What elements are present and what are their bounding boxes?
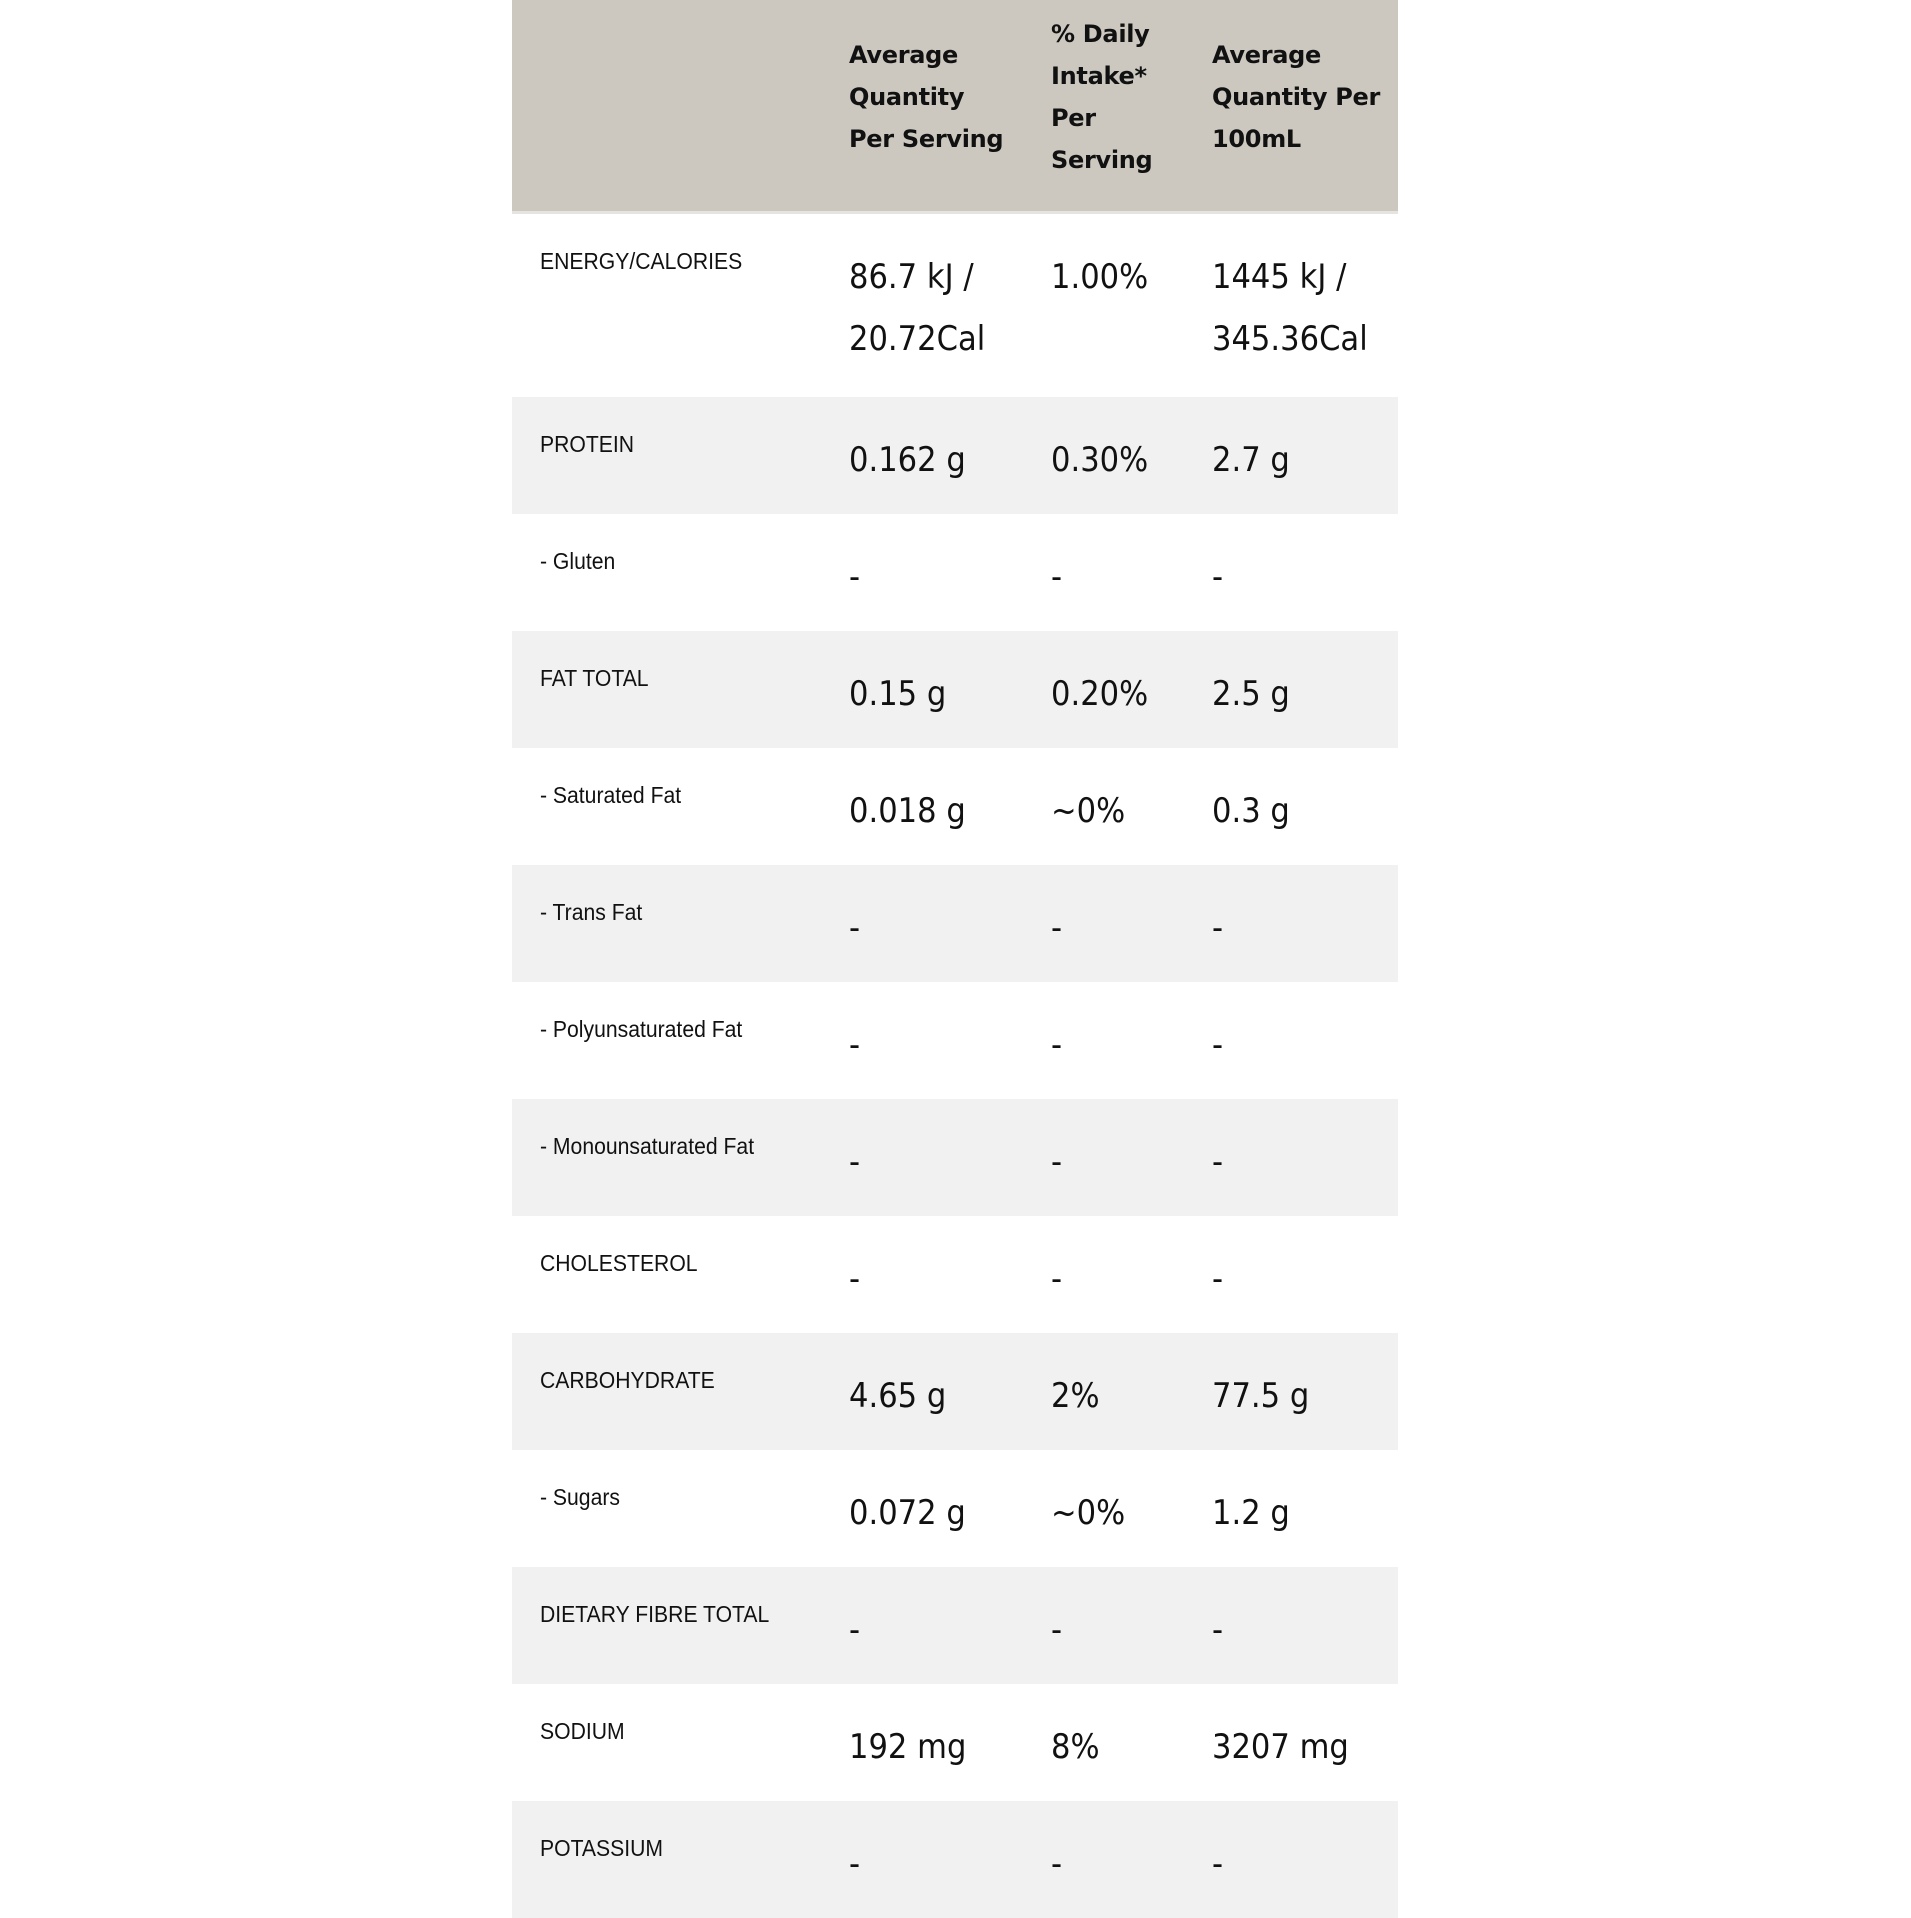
per-100ml-value: 77.5 g bbox=[1212, 1376, 1310, 1416]
per-100ml-value: 1.2 g bbox=[1212, 1493, 1290, 1533]
per-serving-value: - bbox=[849, 1610, 861, 1650]
header-text: Intake* bbox=[1051, 62, 1147, 90]
value-line: 20.72Cal bbox=[849, 319, 986, 359]
table-row-energy bbox=[512, 214, 1398, 397]
per-100ml-value: - bbox=[1212, 557, 1224, 597]
per-100ml-value: - bbox=[1212, 908, 1224, 948]
header-text: Average bbox=[1212, 41, 1322, 69]
table-row-polyunsaturated-fat bbox=[512, 982, 1398, 1099]
daily-intake-value: - bbox=[1051, 1259, 1063, 1299]
per-serving-value: 0.15 g bbox=[849, 674, 947, 714]
per-serving-value: - bbox=[849, 908, 861, 948]
table-header bbox=[512, 0, 1398, 214]
daily-intake-value: - bbox=[1051, 908, 1063, 948]
daily-intake-value: 0.30% bbox=[1051, 440, 1149, 480]
per-100ml-value: 0.3 g bbox=[1212, 791, 1290, 831]
daily-intake-value: - bbox=[1051, 1025, 1063, 1065]
row-label: - Trans Fat bbox=[540, 899, 643, 925]
nutrition-table bbox=[512, 0, 1398, 1918]
daily-intake-value: - bbox=[1051, 557, 1063, 597]
header-avg-per-100ml bbox=[1212, 34, 1380, 160]
per-serving-value: 0.072 g bbox=[849, 1493, 966, 1533]
per-100ml-value bbox=[1212, 246, 1368, 370]
table-row-sugars bbox=[512, 1450, 1398, 1567]
header-daily-intake bbox=[1051, 13, 1152, 181]
daily-intake-value: 2% bbox=[1051, 1376, 1100, 1416]
daily-intake-value: ~0% bbox=[1051, 1493, 1126, 1533]
per-serving-value bbox=[849, 246, 985, 370]
daily-intake-value: - bbox=[1051, 1844, 1063, 1884]
header-text: Per bbox=[1051, 104, 1096, 132]
row-label: CARBOHYDRATE bbox=[540, 1367, 715, 1393]
row-label: - Sugars bbox=[540, 1484, 620, 1510]
row-label: - Saturated Fat bbox=[540, 782, 682, 808]
per-100ml-value: 3207 mg bbox=[1212, 1727, 1349, 1767]
per-serving-value: 4.65 g bbox=[849, 1376, 947, 1416]
row-label: FAT TOTAL bbox=[540, 665, 649, 691]
header-text: Quantity Per bbox=[1212, 83, 1381, 111]
daily-intake-value: 0.20% bbox=[1051, 674, 1149, 714]
header-text: % Daily bbox=[1051, 20, 1150, 48]
per-100ml-value: - bbox=[1212, 1844, 1224, 1884]
header-text: Per Serving bbox=[849, 125, 1004, 153]
row-label: PROTEIN bbox=[540, 431, 635, 457]
per-serving-value: - bbox=[849, 1142, 861, 1182]
row-label: CHOLESTEROL bbox=[540, 1250, 698, 1276]
row-label: - Monounsaturated Fat bbox=[540, 1133, 755, 1159]
per-serving-value: - bbox=[849, 1259, 861, 1299]
header-text: Average bbox=[849, 41, 959, 69]
header-text: Quantity bbox=[849, 83, 965, 111]
header-text: Serving bbox=[1051, 146, 1153, 174]
row-label: POTASSIUM bbox=[540, 1835, 664, 1861]
table-row-potassium bbox=[512, 1801, 1398, 1918]
per-100ml-value: 2.7 g bbox=[1212, 440, 1290, 480]
per-serving-value: - bbox=[849, 557, 861, 597]
value-line: 86.7 kJ / bbox=[849, 257, 974, 297]
daily-intake-value: - bbox=[1051, 1142, 1063, 1182]
table-row-gluten bbox=[512, 514, 1398, 631]
row-label: SODIUM bbox=[540, 1718, 625, 1744]
header-avg-per-serving bbox=[849, 34, 1003, 160]
header-text: 100mL bbox=[1212, 125, 1301, 153]
per-serving-value: 0.162 g bbox=[849, 440, 966, 480]
per-serving-value: 192 mg bbox=[849, 1727, 967, 1767]
per-100ml-value: - bbox=[1212, 1259, 1224, 1299]
per-serving-value: - bbox=[849, 1025, 861, 1065]
row-label: DIETARY FIBRE TOTAL bbox=[540, 1601, 770, 1627]
per-100ml-value: - bbox=[1212, 1025, 1224, 1065]
per-serving-value: 0.018 g bbox=[849, 791, 966, 831]
value-line: 1445 kJ / bbox=[1212, 257, 1347, 297]
daily-intake-value: 8% bbox=[1051, 1727, 1100, 1767]
row-label: - Polyunsaturated Fat bbox=[540, 1016, 743, 1042]
daily-intake-value: - bbox=[1051, 1610, 1063, 1650]
row-label: ENERGY/CALORIES bbox=[540, 248, 743, 274]
per-100ml-value: - bbox=[1212, 1610, 1224, 1650]
table-row-sodium bbox=[512, 1684, 1398, 1801]
table-row-fat-total bbox=[512, 631, 1398, 748]
table-row-trans-fat bbox=[512, 865, 1398, 982]
per-serving-value: - bbox=[849, 1844, 861, 1884]
daily-intake-value: 1.00% bbox=[1051, 257, 1149, 297]
table-row-dietary-fibre bbox=[512, 1567, 1398, 1684]
daily-intake-value: ~0% bbox=[1051, 791, 1126, 831]
table-row-carbohydrate bbox=[512, 1333, 1398, 1450]
table-row-monounsaturated-fat bbox=[512, 1099, 1398, 1216]
table-row-protein bbox=[512, 397, 1398, 514]
row-label: - Gluten bbox=[540, 548, 616, 574]
per-100ml-value: - bbox=[1212, 1142, 1224, 1182]
per-100ml-value: 2.5 g bbox=[1212, 674, 1290, 714]
value-line: 345.36Cal bbox=[1212, 319, 1368, 359]
table-row-cholesterol bbox=[512, 1216, 1398, 1333]
table-row-saturated-fat bbox=[512, 748, 1398, 865]
